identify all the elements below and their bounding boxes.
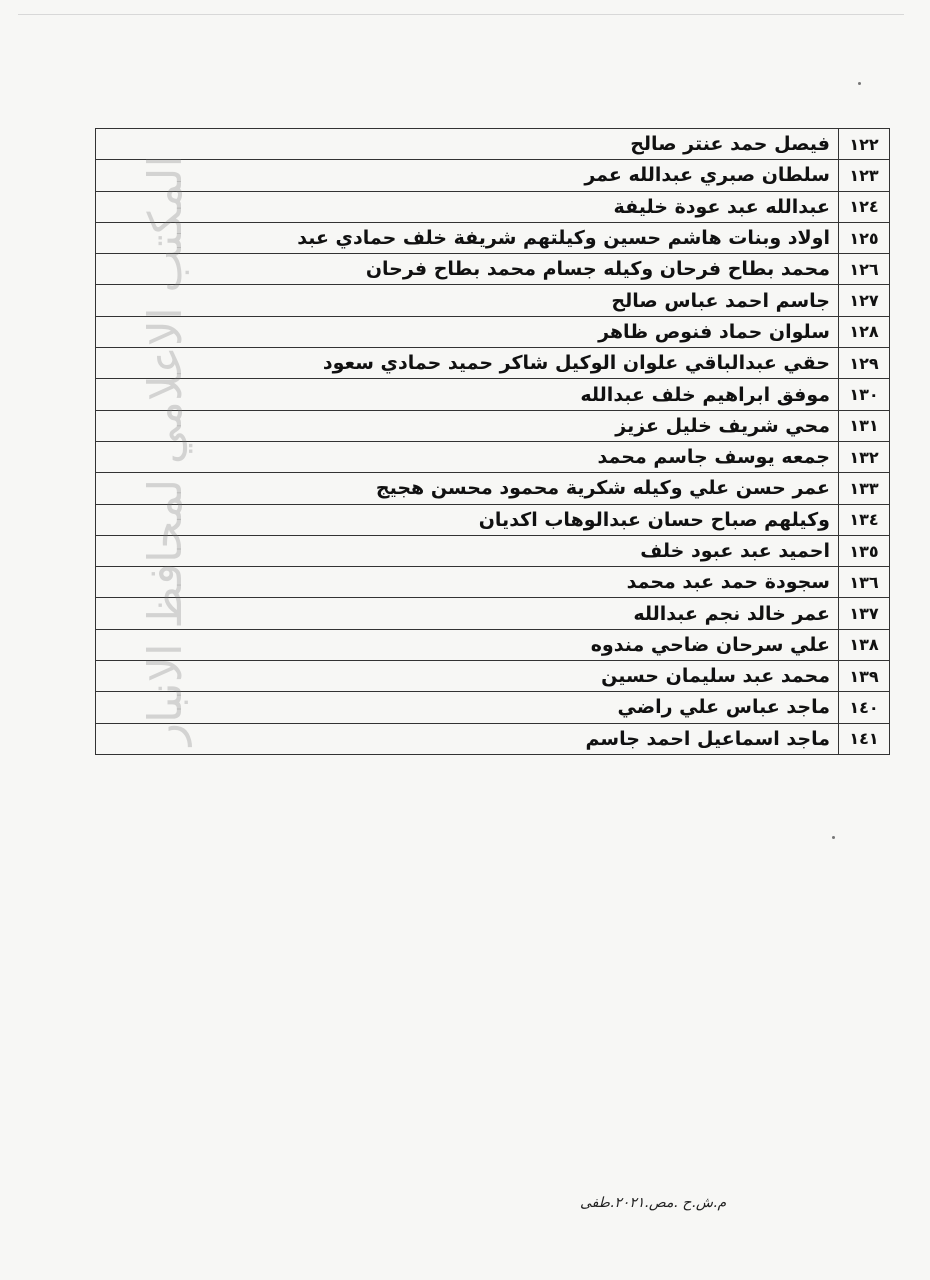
names-table xyxy=(95,128,890,755)
row-number: ١٣٧ xyxy=(839,598,890,629)
row-number: ١٢٧ xyxy=(839,285,890,316)
scan-speck xyxy=(832,836,835,839)
row-number: ١٣٤ xyxy=(839,504,890,535)
table-row xyxy=(96,410,890,441)
row-number: ١٢٩ xyxy=(839,348,890,379)
scan-speck xyxy=(858,82,861,85)
names-table-body xyxy=(96,129,890,755)
row-name: سجودة حمد عبد محمد xyxy=(96,567,839,598)
row-name: اولاد وبنات هاشم حسين وكيلتهم شريفة خلف حمادي عبد xyxy=(96,222,839,253)
row-number: ١٢٣ xyxy=(839,160,890,191)
row-name: احميد عبد عبود خلف xyxy=(96,535,839,566)
row-number: ١٢٤ xyxy=(839,191,890,222)
table-row xyxy=(96,567,890,598)
table-row xyxy=(96,504,890,535)
watermark-text: المكتب الاعلامي لمحافظ الانبار xyxy=(138,154,192,746)
row-name: عبدالله عبد عودة خليفة xyxy=(96,191,839,222)
table-row xyxy=(96,473,890,504)
row-number: ١٢٢ xyxy=(839,129,890,160)
table-row xyxy=(96,441,890,472)
row-number: ١٢٥ xyxy=(839,222,890,253)
table-row xyxy=(96,723,890,754)
row-name: سلوان حماد فنوص ظاهر xyxy=(96,316,839,347)
row-number: ١٢٨ xyxy=(839,316,890,347)
table-row xyxy=(96,629,890,660)
table-row xyxy=(96,254,890,285)
footer-signature-note: م.ش.ح .مص.٢٠٢١.طفى xyxy=(580,1195,727,1211)
row-number: ١٣٦ xyxy=(839,567,890,598)
row-name: علي سرحان ضاحي مندوه xyxy=(96,629,839,660)
row-name: حقي عبدالباقي علوان الوكيل شاكر حميد حمادي سعود xyxy=(96,348,839,379)
row-name: ماجد اسماعيل احمد جاسم xyxy=(96,723,839,754)
row-number: ١٣٣ xyxy=(839,473,890,504)
row-name: محمد عبد سليمان حسين xyxy=(96,661,839,692)
table-row xyxy=(96,598,890,629)
row-number: ١٣٩ xyxy=(839,661,890,692)
row-name: ماجد عباس علي راضي xyxy=(96,692,839,723)
row-name: محي شريف خليل عزيز xyxy=(96,410,839,441)
table-row xyxy=(96,692,890,723)
table-row xyxy=(96,285,890,316)
row-number: ١٤٠ xyxy=(839,692,890,723)
row-name: جمعه يوسف جاسم محمد xyxy=(96,441,839,472)
row-number: ١٣٠ xyxy=(839,379,890,410)
row-name: محمد بطاح فرحان وكيله جسام محمد بطاح فرحان xyxy=(96,254,839,285)
row-number: ١٣٢ xyxy=(839,441,890,472)
table-row xyxy=(96,348,890,379)
row-name: عمر حسن علي وكيله شكرية محمود محسن هجيج xyxy=(96,473,839,504)
row-name: عمر خالد نجم عبدالله xyxy=(96,598,839,629)
table-row xyxy=(96,661,890,692)
row-name: موفق ابراهيم خلف عبدالله xyxy=(96,379,839,410)
row-number: ١٢٦ xyxy=(839,254,890,285)
row-name: فيصل حمد عنتر صالح xyxy=(96,129,839,160)
table-row xyxy=(96,129,890,160)
row-number: ١٣١ xyxy=(839,410,890,441)
row-number: ١٤١ xyxy=(839,723,890,754)
table-row xyxy=(96,160,890,191)
table-row xyxy=(96,316,890,347)
row-name: جاسم احمد عباس صالح xyxy=(96,285,839,316)
table-row xyxy=(96,222,890,253)
names-table-container xyxy=(95,128,890,755)
table-row xyxy=(96,379,890,410)
table-row xyxy=(96,535,890,566)
page-top-edge xyxy=(18,14,904,15)
row-name: وكيلهم صباح حسان عبدالوهاب اكديان xyxy=(96,504,839,535)
table-row xyxy=(96,191,890,222)
row-name: سلطان صبري عبدالله عمر xyxy=(96,160,839,191)
row-number: ١٣٨ xyxy=(839,629,890,660)
row-number: ١٣٥ xyxy=(839,535,890,566)
